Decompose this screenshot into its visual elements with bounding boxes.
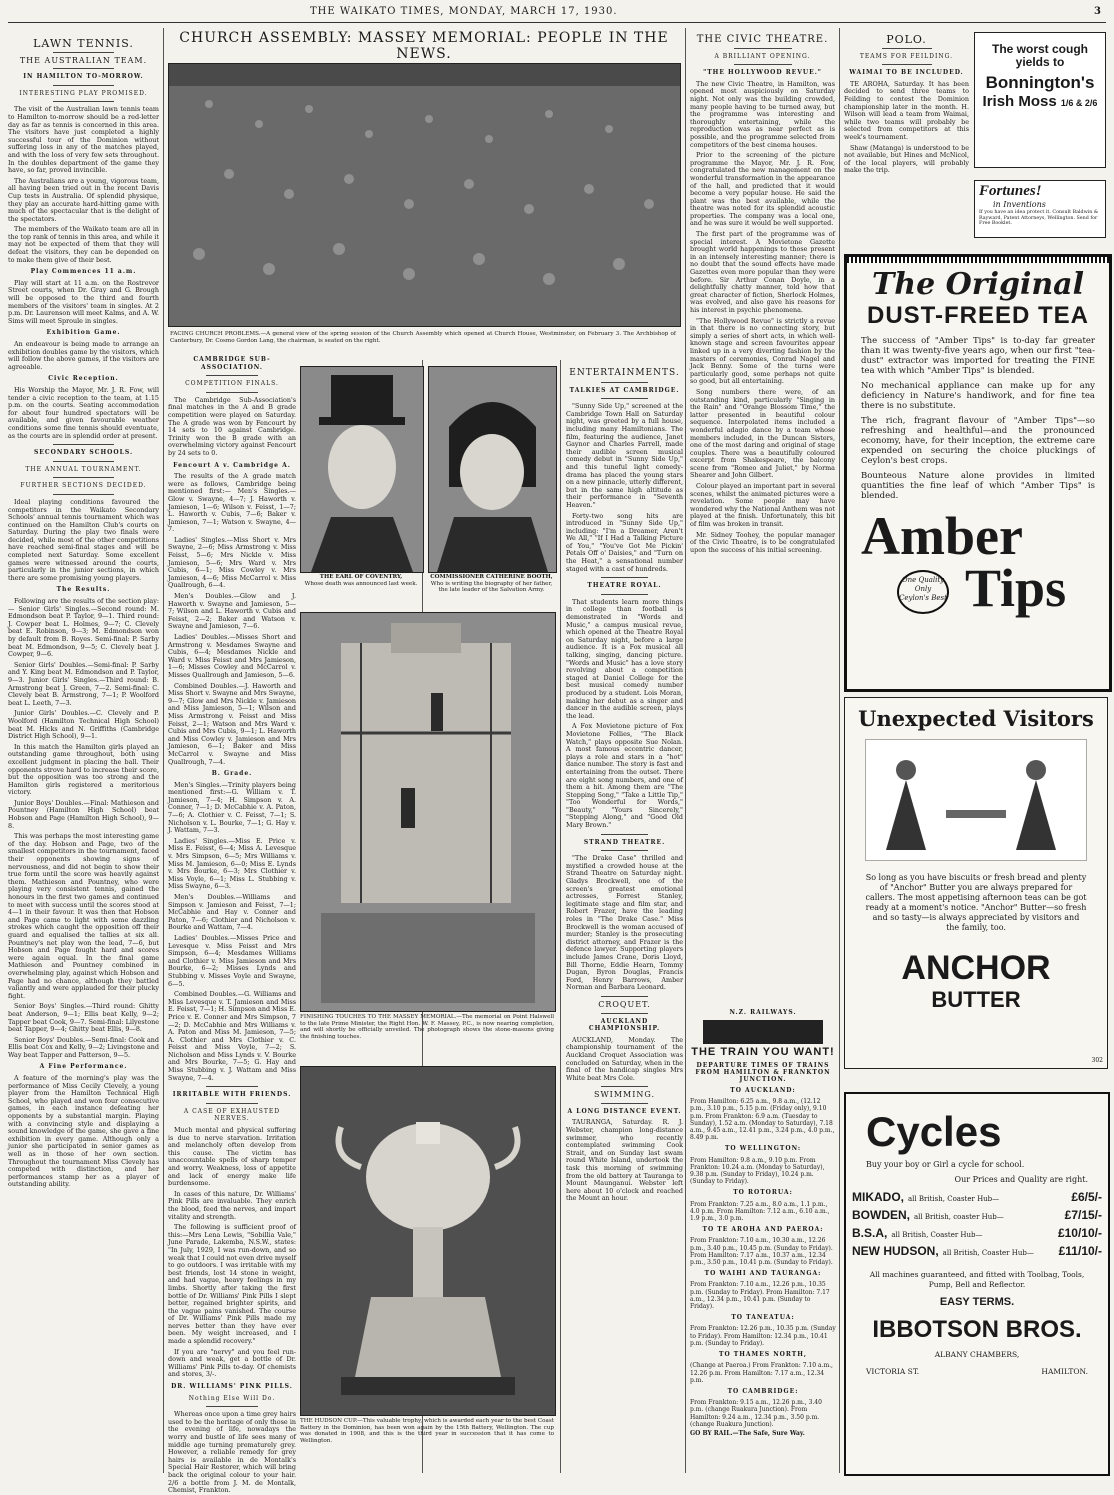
- cycles-title: Cycles: [866, 1108, 1002, 1155]
- massey-memorial-photo: [300, 612, 556, 1012]
- paragraph: Following are the results of the section play:— Senior Girls' Singles.—Second round: M. Edmondson beat P. Taylor, 9—1. Third round: J. Cowper beat L. Holmes, 9—7; C. Clevely beat E. Robinson, 9—3; M. Edmondson won by default from B. Royes. Semi-final: P. Sarby beat M. Edmondson, 9—5; C. Clevely beat J. Cowper, 9—6.: [8, 597, 159, 659]
- subheading: A LONG DISTANCE EVENT.: [567, 1107, 682, 1115]
- subheading: INTERESTING PLAY PROMISED.: [19, 89, 148, 97]
- bonningtons-product-name: Irish Moss: [982, 93, 1057, 110]
- paragraph: Junior Boys' Doubles.—Final: Mathieson and Pountney (Hamilton High School) beat Hobson and Page (Hamilton High School), 9—8.: [8, 798, 159, 830]
- earl-caption: [300, 574, 422, 587]
- subheading: SECONDARY SCHOOLS.: [33, 449, 134, 457]
- quality-seal: One Quality Only Ceylon's Best: [897, 570, 949, 614]
- paragraph: "The Drake Case" thrilled and mystified a crowded house at the Strand Theatre on Saturday night. Gladys Brockwell, one of the screen's greatest emotional actresses, Forrest Stanley, legitimate stage and film star, and Robert Frazer, have the leading roles in "The Drake Case." Miss Brockwell is the woman accused of murder; Stanley is the prosecuting district attorney, and Frazer is the defence lawyer. Supporting players include James Crane, Doris Lloyd, Bill Thorne, Eddie Hearn, Tommy Dugan, Byron Douglas, Francis Ford, Henry Barrows, Amber Norman and Barbara Leonard.: [566, 854, 683, 992]
- subheading: Nothing Else Will Do.: [188, 1394, 276, 1402]
- paragraph: "Sunny Side Up," screened at the Cambridge Town Hall on Saturday night, was greeted by a full house, including many Hamiltonians. The film, featuring the audience, Janet Gaynor and Charles Farrell, made their audible screen musical comedy debut in "Sunny Side Up," and this tuneful light comedy-drama has placed the young stars on a new pinnacle, utterly different, but in the same high altitude as their performance in "Seventh Heaven.": [566, 402, 683, 509]
- subheading: IRRITABLE WITH FRIENDS.: [172, 1091, 292, 1099]
- booth-caption-text: Who is writing the biography of her father, the late leader of the Salvation Army.: [430, 580, 553, 594]
- paragraph: Men's Doubles.—Williams and Simpson v. Jamieson and Feisst, 7—1; McCabhie and Hay v. Conner and Paton, 7—6; Clothier and Nicholson v. Bourke and Wattam, 7—4.: [168, 893, 296, 932]
- subheading: DR. WILLIAMS' PINK PILLS.: [171, 1383, 293, 1391]
- rail-times: From Hamilton: 6.25 a.m., 9.8 a.m., (12.12 p.m., 3.10 p.m., 5.15 p.m. (Friday only), 9.10 p.m. From Frankton: 6.9 a.m. (Tuesday to Sunday), 1.52 a.m. (Monday to Saturday), 7.18 a.m., 9.45 a.m., 12.41 p.m., 3.24 p.m., 4.0 p.m., 8.49 p.m.: [690, 1098, 835, 1142]
- paragraph: Mr. Sidney Toohey, the popular manager of the Civic Theatre, is to be congratulated upon the success of his initial screening.: [690, 530, 835, 554]
- column-rule: [839, 28, 840, 1473]
- rail-times: From Frankton: 7.10 a.m., 10.30 a.m., 12.26 p.m., 3.40 p.m., 10.45 p.m. (Sunday to Friday). From Hamilton: 7.17 a.m., 10.37 a.m., 12.34 p.m., 3.50 p.m., 10.41 p.m. (Sunday to Friday).: [690, 1237, 833, 1267]
- cycles-advertisement: [844, 1092, 1110, 1476]
- amber-tips-advertisement: [844, 254, 1112, 692]
- divider: [882, 64, 932, 65]
- subheading: IN HAMILTON TO-MORROW.: [23, 73, 144, 81]
- subheading: The Results.: [56, 586, 111, 594]
- hudson-cup-caption: THE HUDSON CUP.—This valuable trophy, which is awarded each year to the best Coast Battery in the Dominion, has been won again by the 15th Battery, Wellington. The cup was donated in 1908, and this is the third year in succession that it has come to Wellington.: [300, 1418, 554, 1444]
- divider: [601, 1013, 648, 1014]
- divider: [601, 382, 648, 383]
- entertainments-column: [566, 366, 683, 1473]
- booth-caption: [428, 574, 555, 594]
- portrait-illustration: [301, 367, 423, 572]
- visitors-illustration: [865, 739, 1087, 861]
- civic-theatre-column: [690, 26, 835, 1027]
- patent-body: If you have an idea protect it. Consult Baldwin & Rayward, Patent Attorneys, Wellington. Send for Free Booklet.: [979, 210, 1099, 227]
- subheading: A BRILLIANT OPENING.: [714, 52, 811, 60]
- paragraph: Bounteous Nature alone provides in limited quantities the fine leaf of which "Amber Tips" is blended.: [861, 471, 1095, 501]
- divider: [601, 1086, 648, 1087]
- cycle-model: BOWDEN,: [852, 1208, 910, 1222]
- bonningtons-slogan: The worst cough yields to: [992, 42, 1088, 69]
- trophy-illustration: [301, 1067, 555, 1415]
- cycles-subtitle: Our Prices and Quality are right.: [954, 1175, 1088, 1184]
- divider: [53, 461, 113, 462]
- bonningtons-price: 1/6 & 2/6: [1060, 98, 1098, 108]
- subheading: CROQUET.: [598, 999, 651, 1009]
- subheading: STRAND THEATRE.: [583, 838, 666, 846]
- cycles-town: HAMILTON.: [1041, 1367, 1088, 1376]
- rail-times: From Hamilton: 9.8 a.m., 9.10 p.m. From Frankton: 10.24 a.m. (Monday to Saturday), 9.38 p.m. (Sunday to Friday), 10.24 p.m. (Sunday to Friday).: [690, 1156, 825, 1186]
- paragraph: The visit of the Australian lawn tennis team to Hamilton to-morrow should be a red-letter day as far as tennis is concerned in this area. The visitors have just completed a highly successful tour of the Dominion without suffering loss in any of the matches played, and with the loss of very few sets throughout. In the doubles department of the game they have, so far, proved invincible.: [8, 105, 159, 175]
- paragraph: TAURANGA, Saturday. R. J. Webster, champion long-distance swimmer, who recently contemplated swimming Cook Strait, and on Sunday last swam round White Island, undertook the task this morning of swimming from the old battery at Tauranga to Mount Maunganui. Webster left here about 10 o'clock and reached the Mount an hour.: [566, 1118, 683, 1203]
- paragraph: No mechanical appliance can make up for any deficiency in Nature's handiwork, and for fine tea there is no substitute.: [861, 381, 1095, 411]
- catherine-booth-portrait: [428, 366, 557, 573]
- cycle-price: £10/10/-: [1057, 1226, 1102, 1240]
- anchor-brand-sub: BUTTER: [931, 987, 1021, 1012]
- rail-times: From Frankton: 7.25 a.m., 8.0 a.m., 1.1 p.m., 4.0 p.m. From Hamilton: 7.12 a.m., 6.10 a.m., 1.9 p.m., 3.0 p.m.: [690, 1200, 830, 1223]
- paragraph: Men's Singles.—Trinity players being mentioned first:—G. William v. T. Jamieson, 7—4; H. Simpson v. A. Conner, 7—1; D. McCabhie v. A. Paton, 7—6; A. Clothier v. C. Feisst, 7—1; S. Nicholson v. L. Bourke, 7—1; G. Hay v. J. Wattam, 7—3.: [168, 780, 296, 835]
- paragraph: Senior Boys' Doubles.—Semi-final: Cook and Ellis beat Cox and Kelly, 9—2; Livingstone and Way beat Tapper and Patterson, 9—5.: [8, 1035, 159, 1059]
- ad-number: 302: [1091, 1057, 1103, 1064]
- cycle-price: £7/15/-: [1064, 1208, 1102, 1222]
- divider: [53, 494, 113, 495]
- subheading: TEAMS FOR FEILDING.: [859, 52, 954, 60]
- cycles-address: ALBANY CHAMBERS,: [934, 1350, 1020, 1359]
- paragraph: Senior Boys' Singles.—Third round: Ghitty beat Anderson, 9—1; Ellis beat Kelly, 9—2; Tapper beat Cook, 9—7. Semi-final: Lilyestone beat Tapper, 9—4; Ghitty beat Ellis, 9—8.: [8, 1002, 159, 1034]
- paragraph: The results of the A grade match were as follows, Cambridge being mentioned first:— Men's Singles.—Glow v. Swayne, 4—7; J. Haworth v. Jamieson, 1—6; Wilson v. Feisst, 1—7; L. Haworth v. Cubis, 7—6; Baker v. Jamieson, 7—1; Watson v. Swayne, 4—7.: [168, 472, 296, 534]
- divider: [734, 48, 792, 49]
- section-heading: POLO.: [886, 33, 927, 46]
- divider: [601, 594, 648, 595]
- paragraph: This was perhaps the most interesting game of the day. Hobson and Page, two of the smallest competitors in the tournament, faced their opponents showing signs of nervousness, and did not begin to show their true form until the score was heavily against them. Mathieson and Pountney, who were playing very consistent tennis, gained the honours in the first two games and continued to meet with success until the scores stood at 4—1 in their favour. It was then that Hobson and Page came to light with some dazzling strokes which caught the opposition off their guard and equalised the tallies at six all. Pountney's net play won the lead, 7—6, but Hobson and Page fought hard and scores were again equal. In the final game Mathieson and Pountney combined in overwhelming play, against which Hobson and Page had no chance, although they battled valiantly and were applauded for their plucky fight.: [8, 832, 159, 1000]
- divider: [601, 850, 648, 851]
- anchor-body: So long as you have biscuits or fresh bread and plenty of "Anchor" Butter you are always prepared for callers. The most appetising afternoon teas can be got ready at a moment's notice. "Anchor" Butter—so fresh and so tasty—is always appreciated by visitors and the family, too.: [865, 873, 1087, 932]
- paragraph: Colour played an important part in several scenes, whilst the animated pictures were a revelation. Some people may have wondered why the National Anthem was not played at the finish. Unfortunately, this bit of film was broken in transit.: [690, 482, 835, 529]
- divider: [601, 398, 648, 399]
- amber-logo-word: Tips: [965, 558, 1067, 618]
- divider: [601, 834, 648, 835]
- divider: [206, 392, 257, 393]
- lawn-tennis-column: [8, 26, 159, 1473]
- section-heading: LAWN TENNIS.: [33, 37, 134, 50]
- rail-dest: TO AUCKLAND:: [730, 1087, 796, 1094]
- polo-column: [844, 26, 969, 237]
- crowd-illustration: [169, 64, 680, 326]
- amber-body: [847, 330, 1109, 501]
- paragraph: The success of "Amber Tips" is to-day far greater than it was twenty-five years ago, when our first "tea-dust" extractor was imported for treating the FINE tea with which "Amber Tips" is blended.: [861, 336, 1095, 376]
- rail-heading: N.Z. RAILWAYS.: [729, 1009, 797, 1016]
- rail-times: (Change at Paeroa.) From Frankton: 7.10 a.m., 12.26 p.m. From Hamilton: 7.17 a.m., 12.34 p.m.: [690, 1362, 833, 1384]
- photo-page-banner: CHURCH ASSEMBLY: MASSEY MEMORIAL: PEOPLE IN THE NEWS.: [179, 30, 669, 62]
- bonningtons-product: [975, 93, 1105, 110]
- cycle-price-row: [852, 1208, 1102, 1222]
- cycle-description: all British, Coaster Hub—: [942, 1249, 1034, 1257]
- masthead-rule: [8, 22, 1106, 23]
- railways-advertisement: [690, 1005, 836, 1453]
- cycle-description: all British, Coaster Hub—: [891, 1231, 983, 1239]
- amber-subheadline: DUST-FREED TEA: [866, 302, 1089, 329]
- paragraph: The first part of the programme was of special interest. A Movietone Gazette brought world happenings to those present in an intensely interesting manner; there is no doubt that the sound effects have made Gazettes even more popular than they were before. Sir Arthur Conan Doyle, in a delightfully chatty manner, told how that great character of fiction, Sherlock Holmes, was evolved, and also gave his reasons for his interest in psychic phenomena.: [690, 230, 835, 314]
- bonningtons-brand: Bonnington's: [985, 73, 1095, 92]
- subheading: Exhibition Game.: [46, 329, 121, 337]
- masthead-title: THE WAIKATO TIMES, MONDAY, MARCH 17, 1930.: [310, 6, 618, 17]
- divider: [601, 996, 648, 997]
- paragraph: Play will start at 11 a.m. on the Rostrevor Street courts, when Dr. Gray and G. Brough will be opposed to the third and fourth members of the visitors' team in singles. At 2 p.m. Dr. Laurenson will meet Kalms, and A. W. Sims will meet Sproule in singles.: [8, 278, 159, 325]
- subheading: Play Commences 11 a.m.: [30, 268, 137, 276]
- cycles-location: [846, 1359, 1108, 1376]
- paragraph: Combined Doubles.—G. Williams and Miss Levesque v. T. Jamieson and Miss E. Feisst, 7—1; H. Simpson and Miss E. Price v. E. Conner and Mrs Simpson, 7—2; D. McCabhie and Mrs Williams v. A. Paton and Miss M. Jamieson, 7—5; A. Clothier and Mrs Clothier v. C. Feisst and Miss Voyle, 7—2; S. Nicholson and Miss Lynds v. V. Bourke and Mrs Bourke, 7—5; G. Hay and Miss Stubbing v. J. Wattam and Miss Swayne, 7—4.: [168, 990, 296, 1082]
- memorial-illustration: [301, 613, 555, 1011]
- paragraph: Ladies' Singles.—Miss E. Price v. Miss E. Feisst, 6—4; Miss A. Levesque v. Mrs Simpson, 6—5; Mrs Williams v. Miss M. Jamieson, 6—0; Miss E. Lynds v. Mrs Bourke, 6—3; Mrs Clothier v. Miss Voyle, 6—1; Miss L. Stubbing v. Miss Swayne, 6—3.: [168, 836, 296, 891]
- cycle-model: NEW HUDSON,: [852, 1244, 939, 1258]
- paragraph: In this match the Hamilton girls played an outstanding game throughout, both using excellent judgment in placing the ball. Their opponents strove hard to increase their score, but the opposition was too strong and the Hamilton girls registered a meritorious victory.: [8, 742, 159, 797]
- cycles-street: VICTORIA ST.: [866, 1367, 920, 1376]
- paragraph: A Fox Movietone picture of Fox Movietone Follies, "The Black Watch," plays opposite Sue Nolan. A most famous eccentric dancer, plays a role and stars in a "hot" dance number. The story is fast and entertaining from the outset. There are eight song numbers, and one of them a hit. Among them are "The Stepping Song," "Take a Little Tip," "Too Wonderful for Words," "Beauty," "Yours Sincerely," "Stepping Along," and "Good Old Mary Brown.": [566, 722, 683, 830]
- cycle-description: all British, Coaster Hub—: [908, 1195, 1000, 1203]
- decorative-border: [847, 257, 1109, 263]
- divider: [734, 64, 792, 65]
- paragraph: The Australians are a young, vigorous team, all having been tried out in the recent Davis Cup tests in Australia. Of splendid physique, they play an accurate hard-hitting game with much of the spectacular that is the delight of the spectators.: [8, 176, 159, 223]
- divider: [53, 68, 113, 69]
- paragraph: The following is sufficient proof of this:—Mrs Lena Lewis, "Sobillia Vale," June Parade, Lakemba, N.S.W., states: "In July, 1929, I was run-down, and so weak that I could not even drive myself to go outdoors. I was irritable with my best friends, lost 14 stone in weight, and had vague, heavy feelings in my limbs. Shortly after taking the first bottle of Dr. Williams' Pink Pills I slept better, regained brighter spirits, and the vague pains vanished. The course of Dr. Williams' Pink Pills made my nerves better than they have ever been. My weight increased, and I made a splendid recovery.": [168, 1223, 296, 1346]
- paragraph: Ideal playing conditions favoured the competitors in the Waikato Secondary Schools' annual tennis tournament which was continued on the Hamilton Club's courts on Saturday. During the play two finals were decided, while most of the other competitions have reached semi-final stages and will be completed next Saturday. Some excellent games were witnessed around the courts, particularly in the junior sections, in which there are some promising young players.: [8, 497, 159, 582]
- page-number: 3: [1094, 6, 1102, 17]
- amber-logo: [847, 506, 1109, 626]
- patent-headline: Fortunes!: [979, 183, 1042, 199]
- rail-dest: TO WAIHI AND TAURANGA:: [704, 1270, 822, 1278]
- rail-dest: TO CAMBRIDGE:: [727, 1387, 799, 1395]
- subheading: SWIMMING.: [593, 1090, 656, 1100]
- earl-caption-title: THE EARL OF COVENTRY,: [319, 574, 403, 580]
- divider: [206, 1086, 257, 1087]
- subheading: COMPETITION FINALS.: [185, 380, 279, 388]
- divider: [53, 52, 113, 53]
- paragraph: TE AROHA, Saturday. It has been decided to send three teams to Feilding to contest the Dominion championship later in the month. H. Wilson will lead a team from Waimai, while two teams will probably be selected from competitors at this week's tournament.: [844, 79, 969, 141]
- cycles-guarantee: All machines guaranteed, and fitted with Toolbag, Tools, Pump, Bell and Reflector.: [869, 1270, 1085, 1289]
- amber-headline: The Original: [871, 267, 1085, 302]
- paragraph: Prior to the screening of the picture programme the Mayor, Mr. J. R. Fow, congratulated the new management on the wonderful transformation in the appearance of the hall, and predicted that it would become a very popular house. He said the plant was the best available, while the theatre was noted for its splendid acoustic properties. The company was a local one, and he was sure it would be well supported.: [690, 151, 835, 228]
- massey-caption: FINISHING TOUCHES TO THE MASSEY MEMORIAL.—The memorial on Point Halswell to the late Prime Minister, the Right Hon. W. F. Massey, P.C., is now nearing completion, and will shortly be officially unveiled. The photograph shows the stone-masons giving the finishing touches.: [300, 1014, 554, 1040]
- subheading: Fencourt A v. Cambridge A.: [173, 461, 291, 469]
- paragraph: Junior Girls' Doubles.—C. Clevely and P. Woolford (Hamilton Technical High School) beat M. Hicks and N. Griffiths (Cambridge District High School), 9—1.: [8, 709, 159, 741]
- hudson-cup-photo: [300, 1066, 556, 1416]
- subheading: CAMBRIDGE SUB-ASSOCIATION.: [193, 356, 271, 371]
- divider: [53, 477, 113, 478]
- train-icon: [703, 1020, 823, 1044]
- rail-dest: TO TANEATUA:: [731, 1314, 795, 1322]
- subheading: TALKIES AT CAMBRIDGE.: [569, 386, 680, 394]
- masthead: [0, 0, 1114, 22]
- paragraph: In cases of this nature, Dr. Williams' Pink Pills are invaluable. They enrich the blood, feed the nerves, and impart vitality and strength.: [168, 1189, 296, 1221]
- paragraph: His Worship the Mayor, Mr. J. R. Fow, will tender a civic reception to the team, at 1.15 p.m. on the courts. Seating accommodation for about four hundred spectators will be available, and given favourable weather conditions some fine tennis should eventuate, as the courts are in splendid order at present.: [8, 385, 159, 440]
- paragraph: The rich, fragrant flavour of "Amber Tips"—so refreshing and healthful—and the pronounced economy, have, for their inception, the extreme care expended on securing the choice pluckings of Ceylon's best crops.: [861, 416, 1095, 466]
- patent-subhead: in Inventions: [993, 200, 1046, 209]
- subheading: FURTHER SECTIONS DECIDED.: [20, 482, 147, 490]
- church-assembly-photo: [168, 63, 681, 327]
- rail-subheading: DEPARTURE TIMES OF TRAINS FROM HAMILTON & FRANKTON JUNCTION.: [695, 1062, 831, 1083]
- rail-dest: TO ROTORUA:: [733, 1189, 793, 1197]
- section-heading: THE CIVIC THEATRE.: [696, 34, 829, 45]
- subheading: A CASE OF EXHAUSTED NERVES.: [183, 1107, 281, 1123]
- assembly-caption: FACING CHURCH PROBLEMS.—A general view of the spring session of the Church Assembly which opened at Church House, Westminster, on February 3. The Archbishop of Canterbury, Dr. Cosmo Gordon Lang, the chairman, is seated on the right.: [170, 331, 676, 344]
- divider: [882, 48, 932, 49]
- paragraph: The members of the Waikato team are all in the top rank of tennis in this area, and while it may not be expected of them that they will defeat the visitors, they can be depended on to make them give of their best.: [8, 225, 159, 264]
- subheading: B. Grade.: [211, 770, 253, 778]
- booth-caption-title: COMMISSIONER CATHERINE BOOTH,: [430, 574, 553, 580]
- column-rule: [163, 28, 164, 1473]
- rail-dest: TO WELLINGTON:: [724, 1145, 802, 1153]
- section-heading: ENTERTAINMENTS.: [569, 368, 680, 378]
- paragraph: Forty-two song hits are introduced in "Sunny Side Up," including: "I'm a Dreamer, Aren't We All," "If I Had a Talking Picture of You," "You've Got Me Pickin' Petals Off o' Daisies," and "Turn on the Heat," a sensational number staged with a cast of hundreds.: [566, 511, 683, 573]
- rail-timetable: [690, 1087, 836, 1437]
- patent-advertisement: [974, 180, 1106, 238]
- subheading: Civic Reception.: [48, 375, 119, 383]
- subheading: WAIMAI TO BE INCLUDED.: [849, 69, 964, 77]
- anchor-headline: Unexpected Visitors: [858, 706, 1094, 731]
- cycle-model: MIKADO,: [852, 1190, 904, 1204]
- rail-footer: GO BY RAIL.—The Safe, Sure Way.: [690, 1429, 805, 1437]
- divider: [53, 444, 113, 445]
- paragraph: An endeavour is being made to arrange an exhibition doubles game by the visitors, which will follow the above games, if the visitors are agreeable.: [8, 340, 159, 371]
- divider: [53, 101, 113, 102]
- column-rule: [560, 360, 561, 1473]
- subheading: AUCKLAND CHAMPIONSHIP.: [588, 1017, 661, 1033]
- subheading: THEATRE ROYAL.: [587, 582, 662, 590]
- subheading: "THE HOLLYWOOD REVUE.": [703, 69, 822, 77]
- paragraph: Ladies' Doubles.—Misses Short and Armstrong v. Mesdames Swayne and Cubis, 6—4; Mesdames Nickle and Ward v. Miss Feisst and Mrs Jamieson, 1—6; Misses Cowley and McCarrol v. Misses Quallrough and Jamieson, 5—6.: [168, 633, 296, 679]
- paragraph: Shaw (Matanga) is understood to be not available, but Hines and McNicol, of the local players, will probably make the trip.: [844, 143, 969, 175]
- cycle-price-row: [852, 1226, 1102, 1240]
- paragraph: AUCKLAND, Monday. The championship tournament of the Auckland Croquet Association was concluded on Saturday, when in the final of the handicap singles Mrs White beat Mrs Cole.: [566, 1035, 683, 1082]
- paragraph: A feature of the morning's play was the performance of Miss Cecily Clevely, a young player from the Hamilton Technical High School, who played and won four consecutive games, in each instance defeating her opponents by a substantial margin. Playing with a convincing style and displaying a sound knowledge of the game, she gave a fine exhibition in every game. Although only a junior she participated in senior games as well as in those of her own section. Throughout the tournament Miss Clevely has competed with distinction, and her performances stamp her as a player of outstanding ability.: [8, 1074, 159, 1189]
- divider: [206, 1406, 257, 1407]
- cycle-price: £11/10/-: [1058, 1244, 1102, 1258]
- anchor-butter-advertisement: [844, 697, 1108, 1069]
- paragraph: The new Civic Theatre, in Hamilton, was opened most auspiciously on Saturday night. Not only was the building crowded, many people having to be turned away, but the programme was interesting and thoroughly entertaining, while the reproduction was as near perfect as is possible, and the programme selected from competitors of the best cinema houses.: [690, 79, 835, 149]
- divider: [53, 85, 113, 86]
- bonningtons-advertisement: [974, 32, 1106, 168]
- subheading: THE AUSTRALIAN TEAM.: [19, 55, 148, 65]
- cycle-price-row: [852, 1244, 1102, 1258]
- cycle-price: £6/5/-: [1071, 1190, 1102, 1204]
- rail-dest: TO TE AROHA AND PAEROA:: [702, 1226, 824, 1234]
- paragraph: That students learn more things in college than football is demonstrated in "Words and Music," a campus musical revue, which opened at the Theatre Royal on Saturday night, before a large audience. It is a Fox musical all talking, singing, dancing picture. "Words and Music" has a love story revolving about a competition staged at Daniel College for the best musical comedy number produced by a student. Lois Moran, making her debut as a singer and dancer in the audible screen, plays the lead.: [566, 597, 683, 720]
- paragraph: Senior Girls' Doubles.—Semi-final: P. Sarby and Y. King beat M. Edmondson and P. Taylor, 9—3. Junior Girls' Singles.—Third round: B. Armstrong beat J. Green, 7—2. Semi-final: C. Clevely beat B. Armstrong, 7—1; P. Woolford beat L. Leeth, 7—3.: [8, 660, 159, 707]
- rail-slogan: THE TRAIN YOU WANT!: [691, 1046, 835, 1058]
- subheading: A Fine Performance.: [39, 1063, 128, 1071]
- visitors-drawing: [866, 740, 1086, 858]
- column-rule: [685, 28, 686, 1473]
- portrait-illustration: [429, 367, 556, 572]
- cambridge-column: [168, 352, 296, 1495]
- paragraph: Whereas once upon a time grey hairs used to be the heritage of only those in the evening of life, nowadays the worry and bustle of life sees many of middle age turning prematurely grey. However, a reliable remedy for grey hairs is available in de Montalk's Special Hair Restorer, which will bring back the original colour to your hair. 2/6 a bottle from J. M. de Montalk, Chemist, Frankton.: [168, 1410, 296, 1495]
- cycle-price-row: [852, 1190, 1102, 1204]
- cycle-description: all British, coaster Hub—: [914, 1213, 1004, 1221]
- paragraph: Ladies' Singles.—Miss Short v. Mrs Swayne, 2—6; Miss Armstrong v. Miss Feisst, 5—6; Mrs Nickle v. Miss Jamieson, 5—6; Mrs Ward v. Mrs Cubis, 6—1; Miss Cowley v. Mrs Jamieson, 4—6; Miss McCarrol v. Miss Quallrough, 6—4.: [168, 535, 296, 590]
- paragraph: "The Hollywood Revue" is strictly a revue in that there is no connecting story, but simply a series of short acts, in which well-known stage and screen favourites appear linked up in a very diverting fashion by the masters of ceremonies, Conrad Nagel and Jack Benny. Some of the turns were particularly good, some perhaps not quite so good, but all entertaining.: [690, 316, 835, 386]
- cycles-firm: IBBOTSON BROS.: [872, 1316, 1082, 1343]
- paragraph: Men's Doubles.—Glow and J. Haworth v. Swayne and Jamieson, 5—7; Wilson and L. Haworth v. Cubis and Feisst, 2—2; Baker and Watson v. Swayne and Jamieson, 7—6.: [168, 592, 296, 631]
- earl-of-coventry-portrait: [300, 366, 424, 573]
- divider: [601, 577, 648, 578]
- anchor-brand: ANCHOR: [901, 949, 1051, 987]
- divider: [206, 375, 257, 376]
- rail-dest: TO THAMES NORTH,: [718, 1351, 808, 1359]
- rail-times: From Frankton: 9.15 a.m., 12.26 p.m., 3.40 p.m. (change Ruakura Junction). From Hamilton: 9.24 a.m., 12.34 p.m., 3.50 p.m. (change Ruakura Junction).: [690, 1399, 822, 1428]
- divider: [206, 1103, 257, 1104]
- amber-logo-word: Amber: [861, 506, 1023, 566]
- earl-caption-text: Whose death was announced last week.: [304, 580, 418, 587]
- paragraph: Song numbers there were, of an outstanding kind, particularly "Singing in the Rain" and "Orange Blossom Time," the latter presented in beautiful colour sequence. Interpolated items included a wonderful adagio dance by a team whose members included, in the Duncan Sisters, one of the most daring and original of stage couples. There was a beautifully coloured excerpt from Shakespeare, the balcony scene from "Romeo and Juliet," by Norma Shearer and John Gilbert.: [690, 387, 835, 480]
- cycles-subtitle: Buy your boy or Girl a cycle for school.: [866, 1160, 1025, 1169]
- paragraph: Ladies' Doubles.—Misses Price and Levesque v. Miss Feisst and Mrs Simpson, 6—4; Mesdames Williams and Clothier v. Miss Jamieson and Mrs Bourke, 6—2; Misses Lynds and Stubbing v. Misses Voyle and Swayne, 6—5.: [168, 933, 296, 988]
- divider: [601, 1103, 648, 1104]
- cycle-price-list: [846, 1190, 1108, 1258]
- subheading: THE ANNUAL TOURNAMENT.: [25, 465, 142, 473]
- cycle-model: B.S.A,: [852, 1226, 888, 1240]
- paragraph: Combined Doubles.—J. Haworth and Miss Short v. Swayne and Mrs Swayne, 9—7; Glow and Mrs Nickle v. Jamieson and Miss Jamieson, 5—1; Wilson and Miss Armstrong v. Feisst and Miss Feisst, 2—1; Watson and Mrs Ward v. Cubis and Mrs Cubis, 9—1; L. Haworth and Miss Cowley v. Jamieson and Mrs Jamieson, 6—1; Baker and Miss McCarrol v. Swayne and Miss Quallrough, 7—4.: [168, 681, 296, 766]
- cycles-terms: EASY TERMS.: [939, 1296, 1015, 1308]
- rail-times: From Frankton: 12.26 p.m., 10.35 p.m. (Sunday to Friday). From Hamilton: 12.34 p.m., 10.41 p.m. (Sunday to Friday).: [690, 1325, 836, 1347]
- rail-times: From Frankton: 7.10 a.m., 12.26 p.m., 10.35 p.m. (Sunday to Friday). From Hamilton: 7.17 a.m., 12.34 p.m., 10.41 p.m. (Sunday to Friday).: [690, 1281, 830, 1311]
- paragraph: If you are "nervy" and you feel run-down and weak, get a bottle of Dr. Williams' Pink Pills to-day. Of chemists and stores, 3/-.: [168, 1347, 296, 1379]
- paragraph: Much mental and physical suffering is due to nerve starvation. Irritation and melancholy often develop from this cause. The victim has unaccountable spells of sharp temper and worry. Weakness, loss of appetite and lack of energy make life burdensome.: [168, 1126, 296, 1188]
- paragraph: The Cambridge Sub-Association's final matches in the A and B grade competition were played on Saturday. The A grade was won by Fencourt by 14 sets to 10 against Cambridge. Trinity won the B grade with an overwhelming victory against Fencourt by 24 sets to 0.: [168, 395, 296, 457]
